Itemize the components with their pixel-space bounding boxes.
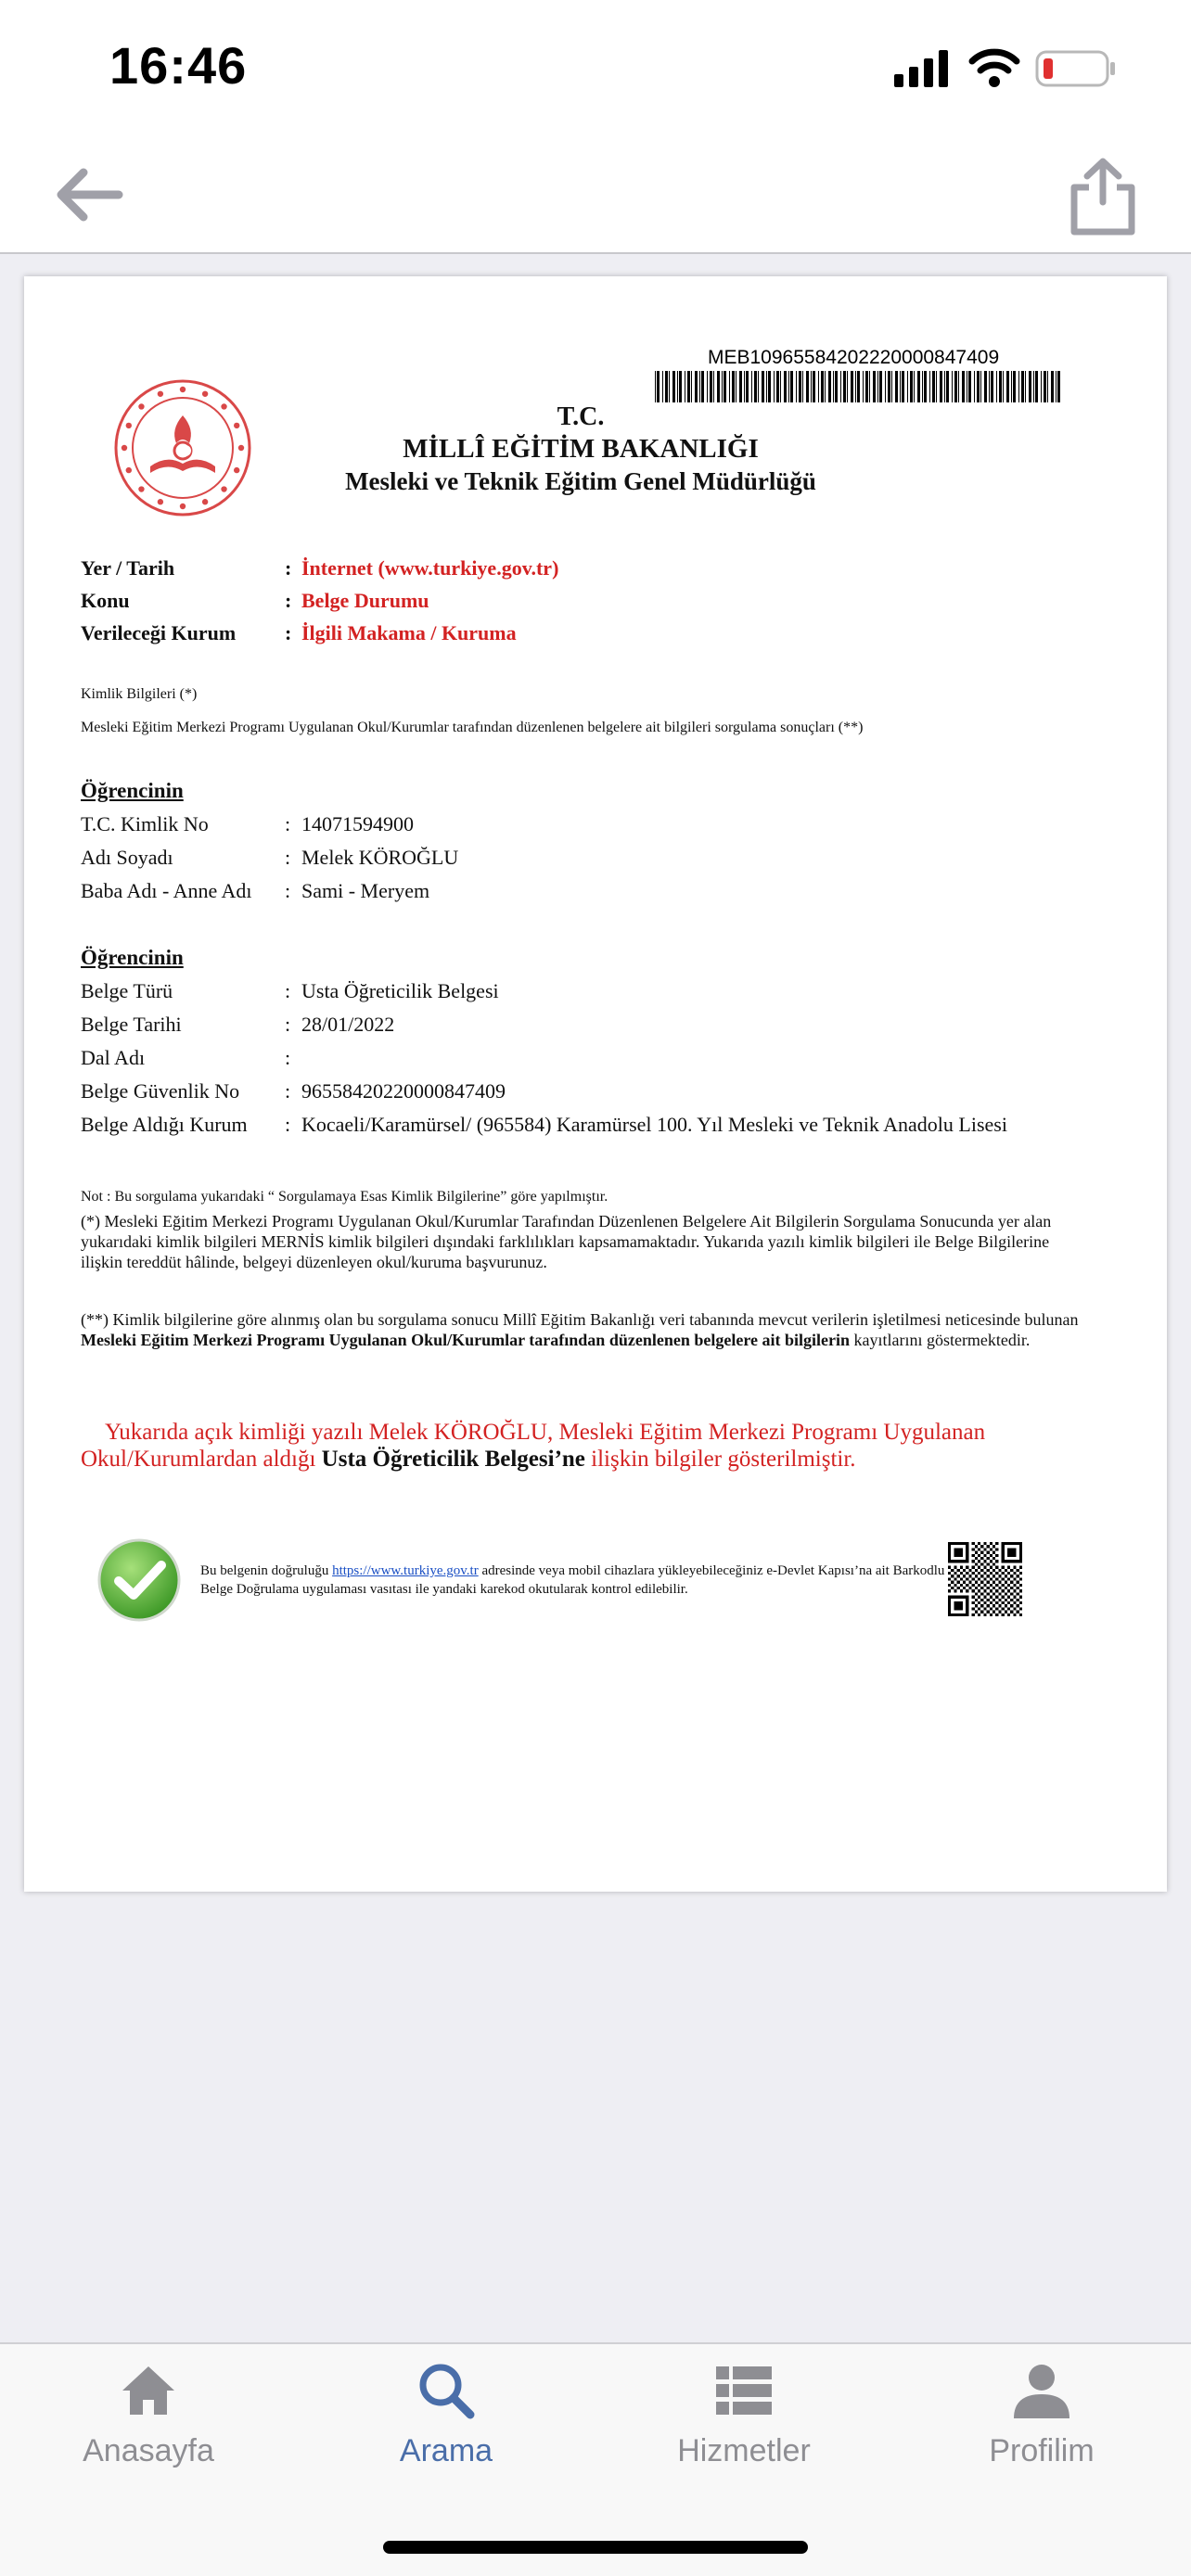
tab-services[interactable]: [633, 2361, 855, 2491]
meta-label: Konu: [81, 589, 130, 612]
status-icons: [894, 45, 1117, 91]
wifi-icon: [968, 46, 1020, 87]
home-indicator: [383, 2541, 808, 2554]
tab-label: Anasayfa: [83, 2433, 214, 2468]
tab-home[interactable]: [37, 2361, 260, 2491]
verification-text: Bu belgenin doğruluğu https://www.turkiye.gov.tr adresinde veya mobil cihazlara yükleyebileceğiniz e-Devlet Kapısı’na ait Barkodlu Belge Doğrulama uygulaması vasıtası ile yandaki karekod okutularak kontrol edilebilir.: [200, 1563, 945, 1597]
note-title: Not : Bu sorgulama yukarıdaki “ Sorgulamaya Esas Kimlik Bilgilerine” göre yapılmıştır.: [81, 1189, 608, 1205]
back-arrow-icon[interactable]: [46, 158, 130, 232]
barcode: [655, 371, 1065, 402]
meta-label: Yer / Tarih: [81, 556, 175, 580]
meta-value: İlgili Makama / Kuruma: [301, 621, 517, 644]
query-description: Mesleki Eğitim Merkezi Programı Uygulanan Okul/Kurumlar tarafından düzenlenen belgelere ait bilgileri sorgulama sonuçları (**): [81, 720, 864, 735]
meta-label: Verileceği Kurum: [81, 621, 237, 644]
header-tc: T.C.: [557, 402, 605, 431]
tab-profile[interactable]: [930, 2361, 1153, 2491]
conclusion-text: Yukarıda açık kimliği yazılı Melek KÖROĞLU, Mesleki Eğitim Merkezi Programı Uygulanan Okul/Kurumlardan aldığı Usta Öğreticilik Belgesi’ne ilişkin bilgiler gösterilmiştir.: [81, 1420, 986, 1472]
note-1: (*) Mesleki Eğitim Merkezi Programı Uygulanan Okul/Kurumlar Tarafından Düzenlenen Belgelere Ait Bilgilerin Sorgulama Sonucunda yer alan yukarıdaki kimlik bilgileri MERNİS kimlik bilgileri dışındaki farklılıkları kapsamamaktadır. Yukarıda yazılı kimlik bilgileri ile Belge Bilgilerine ilişkin tereddüt hâlinde, belgeyi düzenleyen okul/kuruma başvurunuz.: [81, 1212, 1052, 1271]
tab-label: Hizmetler: [677, 2433, 811, 2468]
certificate-section-title: Öğrencinin: [81, 946, 184, 969]
share-icon[interactable]: [1061, 154, 1145, 237]
document-code: MEB10965584202220000847409: [708, 347, 1000, 368]
meta-value: Belge Durumu: [301, 589, 429, 612]
status-bar: [0, 0, 1191, 139]
student-section-title: Öğrencinin: [81, 779, 184, 802]
tab-search[interactable]: [335, 2361, 557, 2491]
list-icon: [714, 2361, 774, 2420]
home-icon: [119, 2361, 178, 2420]
battery-icon: [1035, 50, 1117, 87]
search-icon: [416, 2361, 476, 2420]
verification-link[interactable]: https://www.turkiye.gov.tr: [332, 1563, 479, 1578]
signal-icon: [894, 50, 950, 87]
qr-code: [948, 1542, 1022, 1616]
tab-label: Profilim: [989, 2433, 1095, 2468]
tab-label: Arama: [399, 2433, 493, 2468]
identity-title: Kimlik Bilgileri (*): [81, 686, 198, 702]
status-time: 16:46: [109, 36, 248, 95]
note-2: (**) Kimlik bilgilerine göre alınmış olan bu sorgulama sonucu Millî Eğitim Bakanlığı veri tabanında mevcut verilerin işletilmesi neticesinde bulunan Mesleki Eğitim Merkezi Programı Uygulanan Okul/Kurumlar tarafından düzenlenen belgelere ait bilgilerin kayıtlarını göstermektedir.: [81, 1310, 1079, 1349]
verified-check-icon: [96, 1537, 182, 1623]
header-directorate: Mesleki ve Teknik Eğitim Genel Müdürlüğü: [345, 467, 816, 495]
person-icon: [1012, 2361, 1071, 2420]
nav-bar: [0, 139, 1191, 254]
header-ministry: MİLLÎ EĞİTİM BAKANLIĞI: [403, 434, 759, 464]
document-page: MEB10965584202220000847409 T.C. MİLLÎ EĞİTİM BAKANLIĞI Mesleki ve Teknik Eğitim Genel Müdürlüğü Yer / Tarih : İnternet (www.turkiye.gov.tr) Konu : Belge Durumu Verileceği Kurum : İlgili Makama / Kuruma Kimlik Bilgileri (*) Mesleki Eğitim Merkezi Programı Uygulanan Okul/Kurumlar tarafından düzenlenen belgelere ait bilgileri sorgulama sonuçları (**) Öğrencinin T.C. Kimlik No : 14071594900 Adı Soyadı : Melek KÖROĞLU Baba Adı - Anne Adı : Sami - Meryem Öğrencinin Belge Türü : Usta Öğreticilik Belgesi Belge Tarihi : 28/01/2022 Dal Adı : Belge Güvenlik No : 96558420220000847409 Belge Aldığı Kurum : Kocaeli/Karamürsel/ (965584) Karamürsel 100. Yıl Mesleki ve Teknik Anadolu Lisesi Not : Bu sorgulama yukarıdaki “ Sorgulamaya Esas Kimlik Bilgilerine” göre yapılmıştır. (*) Mesleki Eğitim Merkezi Programı Uygulanan Okul/Kurumlar Tarafından Düzenlenen Belgelere Ait Bilgilerin Sorgulama Sonucunda yer alan yukarıdaki kimlik bilgileri MERNİS kimlik bilgileri dışındaki farklılıkları kapsamamaktadır. Yukarıda yazılı kimlik bilgileri ile Belge Bilgilerine ilişkin tereddüt hâlinde, belgeyi düzenleyen okul/kuruma başvurunuz. (**) Kimlik bilgilerine göre alınmış olan bu sorgulama sonucu Millî Eğitim Bakanlığı veri tabanında mevcut verilerin işletilmesi neticesinde bulunan Mesleki Eğitim Merkezi Programı Uygulanan Okul/Kurumlar tarafından düzenlenen belgelere ait bilgilerin kayıtlarını göstermektedir. Yukarıda açık kimliği yazılı Melek KÖROĞLU, Mesleki Eğitim Merkezi Programı Uygulanan Okul/Kurumlardan aldığı Usta Öğreticilik Belgesi’ne ilişkin bilgiler gösterilmiştir. Bu belgenin doğruluğu https://www.turkiye.gov.tr adresinde veya mobil cihazlara yükleyebileceğiniz e-Devlet Kapısı’na ait Barkodlu Belge Doğrulama uygulaması vasıtası ile yandaki karekod okutularak kontrol edilebilir.: [24, 276, 1167, 1892]
meta-value: İnternet (www.turkiye.gov.tr): [301, 556, 559, 580]
